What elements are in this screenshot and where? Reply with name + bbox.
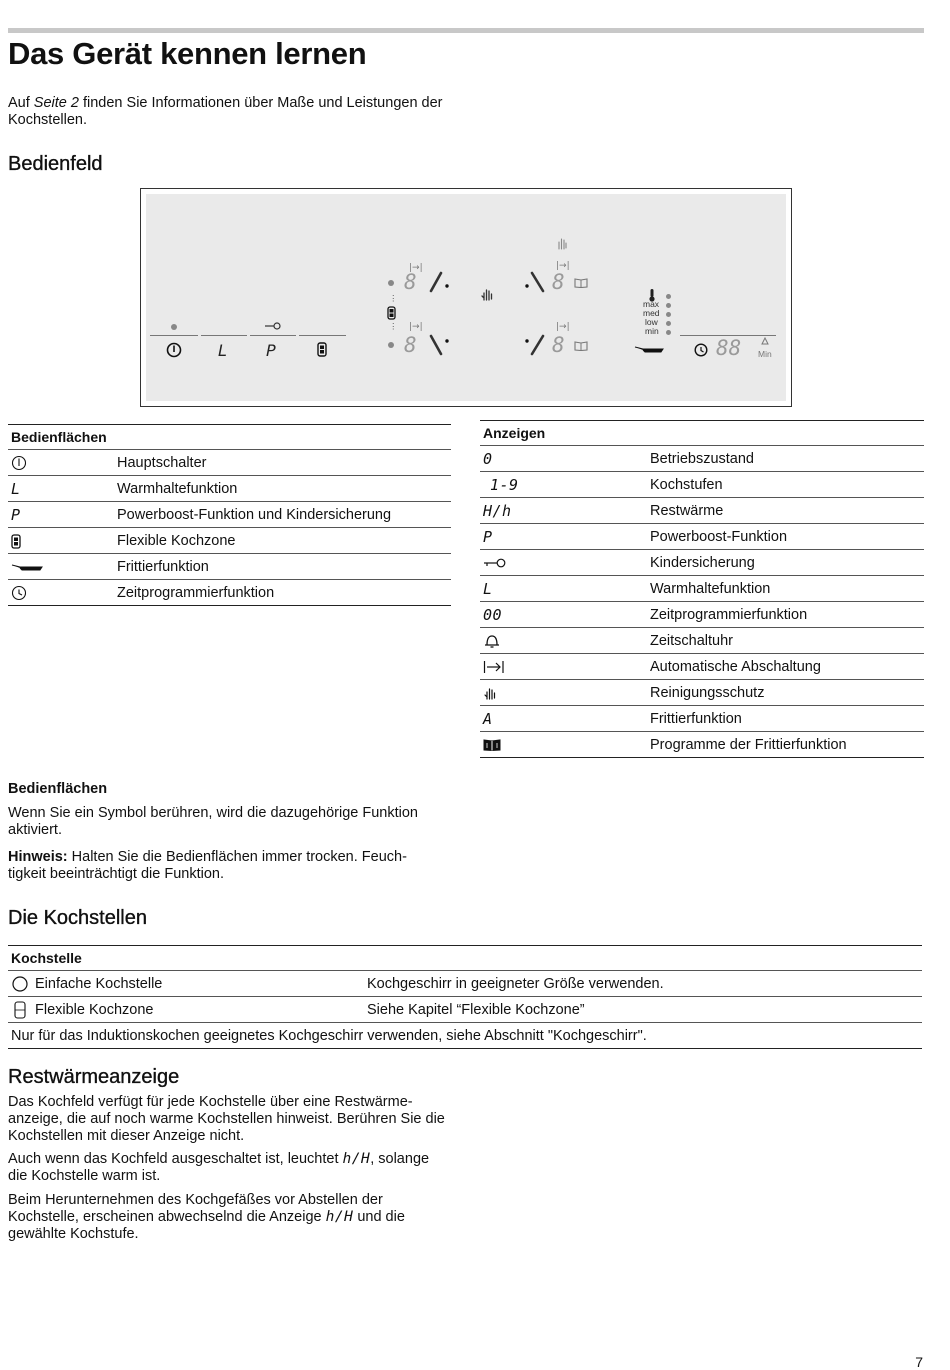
- flex-zone-icon: [11, 534, 21, 549]
- power-icon: [11, 455, 27, 471]
- table-row: Flexible Kochzone Siehe Kapitel “Flexible Kochzone”: [8, 997, 922, 1023]
- restwaerme-paragraph-2: Auch wenn das Kochfeld ausgeschaltet ist, leuchtet h/H, solange die Kochstelle warm ist.: [8, 1151, 430, 1184]
- key-icon: [483, 558, 507, 568]
- bedienflaechen-paragraph: Wenn Sie ein Symbol berühren, wird die dazugehörige Funktion aktiviert.: [8, 805, 419, 838]
- timer-icon: [11, 585, 27, 601]
- page-number: 7: [915, 1354, 923, 1370]
- minutes-label: Min: [758, 349, 772, 359]
- cleaning-lock-icon: [483, 685, 497, 701]
- frying-pan-button[interactable]: [634, 345, 664, 353]
- kochstellen-heading: Die Kochstellen: [8, 907, 147, 929]
- power-indicator-dot: [171, 324, 177, 330]
- table-header: Bedienflächen: [8, 425, 451, 450]
- table-row: Nur für das Induktionskochen geeignetes Kochgeschirr verwenden, siehe Abschnitt "Kochgeschirr".: [8, 1023, 922, 1049]
- table-row: Programme der Frittierfunktion: [480, 732, 924, 758]
- table-row: P Powerboost-Funktion und Kindersicherung: [8, 502, 451, 528]
- slider-rear-right[interactable]: [524, 333, 546, 357]
- table-row: L Warmhaltefunktion: [480, 576, 924, 602]
- table-row: H/h Restwärme: [480, 498, 924, 524]
- keep-warm-icon: L: [11, 479, 21, 498]
- table-row: L Warmhaltefunktion: [8, 476, 451, 502]
- bedienfeld-heading: Bedienfeld: [8, 153, 103, 175]
- frying-pan-icon: [11, 563, 43, 571]
- flex-link-icon: [387, 306, 396, 320]
- table-header: Kochstelle: [8, 946, 922, 971]
- restwaerme-paragraph-3: Beim Herunternehmen des Kochgefäßes vor Abstellen der Kochstelle, erscheinen abwechselnd die Anzeige h/H und die gewählte Kochstufe.: [8, 1192, 405, 1242]
- slider-front-right[interactable]: [524, 270, 546, 294]
- table-row: Reinigungsschutz: [480, 680, 924, 706]
- top-rule: [8, 28, 924, 33]
- table-row: A Frittierfunktion: [480, 706, 924, 732]
- zone-front-left-display: 8: [404, 270, 417, 294]
- circle-zone-icon: [11, 975, 29, 993]
- powerboost-button[interactable]: P: [266, 341, 277, 360]
- table-row: 0 Betriebszustand: [480, 446, 924, 472]
- restwaerme-paragraph-1: Das Kochfeld verfügt für jede Kochstelle über eine Restwärme- anzeige, die auf noch warme Kochstellen hinweist. Berühren Sie die Kochstellen mit dieser Anzeige nicht.: [8, 1094, 445, 1144]
- power-button[interactable]: [166, 342, 182, 358]
- bedienflaechen-subheading: Bedienflächen: [8, 781, 108, 797]
- level-med-label: med: [643, 308, 660, 318]
- page-title: Das Gerät kennen lernen: [8, 36, 367, 71]
- intro-text: Auf Seite 2 finden Sie Informationen über Maße und Leistungen der Kochstellen.: [8, 95, 443, 128]
- book-icon: [483, 739, 501, 751]
- bell-indicator-icon: [760, 337, 770, 345]
- table-row: P Powerboost-Funktion: [480, 524, 924, 550]
- level-low-label: low: [645, 317, 658, 327]
- timer-display: 88: [716, 336, 742, 360]
- cleaning-lock-indicator-icon: [556, 236, 568, 250]
- table-header: Anzeigen: [480, 421, 924, 446]
- anzeigen-table: [480, 420, 924, 758]
- table-row: 1-9 Kochstufen: [480, 472, 924, 498]
- slider-front-left[interactable]: [428, 270, 450, 294]
- timer-button[interactable]: [694, 343, 708, 357]
- zone-front-right-display: 8: [552, 270, 565, 294]
- book-icon: [574, 278, 589, 288]
- cleaning-lock-icon[interactable]: [480, 286, 494, 302]
- kochstellen-table: [8, 945, 922, 1049]
- table-row: Hauptschalter: [8, 450, 451, 476]
- powerboost-icon: P: [11, 505, 21, 524]
- keep-warm-button[interactable]: L: [218, 341, 228, 360]
- auto-off-icon: [483, 660, 505, 674]
- table-row: Zeitprogrammierfunktion: [8, 580, 451, 606]
- flex-zone-button[interactable]: [317, 342, 327, 357]
- table-row: Frittierfunktion: [8, 554, 451, 580]
- restwaerme-heading: Restwärmeanzeige: [8, 1066, 180, 1088]
- table-row: Zeitschaltuhr: [480, 628, 924, 654]
- zone-rear-right-display: 8: [552, 333, 565, 357]
- table-row: Kindersicherung: [480, 550, 924, 576]
- bedienflaechen-table: [8, 424, 451, 606]
- page-reference-link: Seite 2: [33, 95, 79, 111]
- level-max-label: max: [643, 299, 660, 309]
- hint-paragraph: Hinweis: Halten Sie die Bedienflächen immer trocken. Feuch- tigkeit beeinträchtigt die Funktion.: [8, 849, 407, 882]
- auto-off-icon: |→|: [409, 263, 423, 273]
- level-min-label: min: [645, 326, 659, 336]
- zone-rear-left-display: 8: [404, 333, 417, 357]
- key-icon: [264, 322, 282, 330]
- table-row: Einfache Kochstelle Kochgeschirr in geeigneter Größe verwenden.: [8, 971, 922, 997]
- book-icon: [574, 341, 589, 351]
- bell-icon: [483, 633, 501, 649]
- slider-rear-left[interactable]: [428, 333, 450, 357]
- flex-zone-outline-icon: [11, 1001, 29, 1019]
- table-row: Flexible Kochzone: [8, 528, 451, 554]
- control-panel: L P |→| 8 ⋮ ⋮ |→| 8 |→| 8 |→| 8 max med low min 88 Min: [146, 194, 786, 401]
- table-row: Automatische Abschaltung: [480, 654, 924, 680]
- table-row: 00 Zeitprogrammierfunktion: [480, 602, 924, 628]
